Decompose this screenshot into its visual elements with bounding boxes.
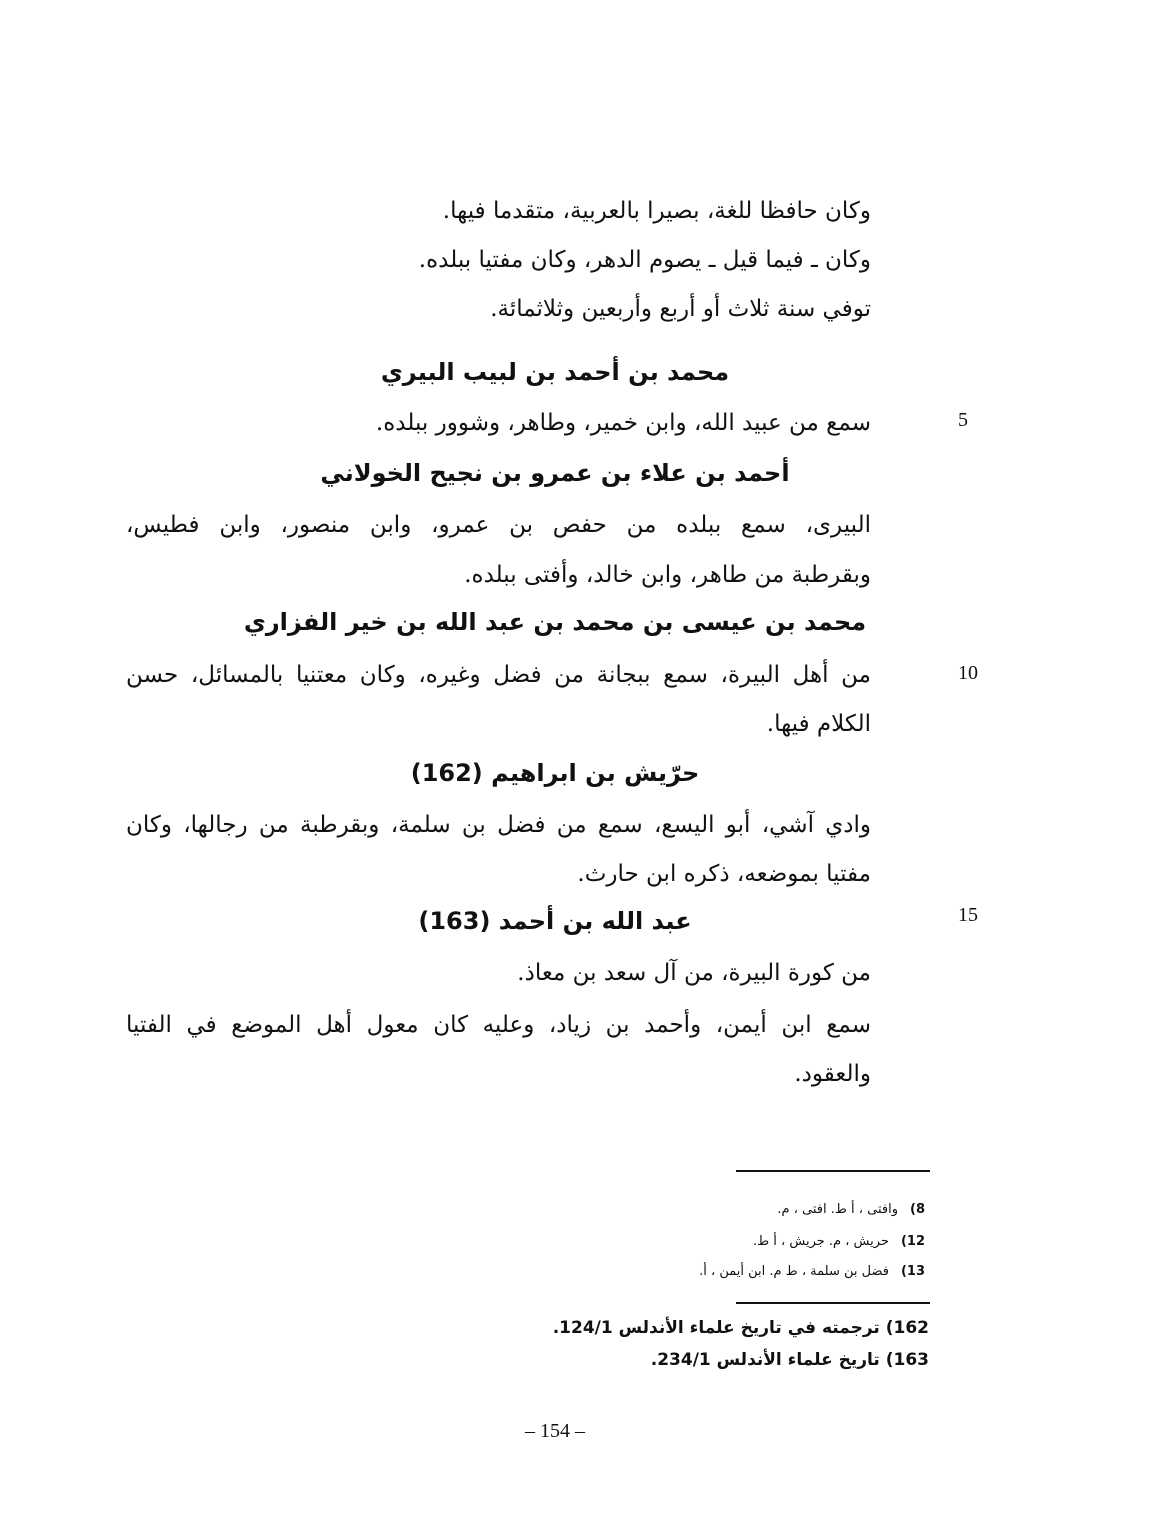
reference-rule — [736, 1302, 930, 1304]
footnote-2: 12)حريش ، م. جريش ، أ ط. — [753, 1234, 925, 1249]
text-line-1: وكان حافظا للغة، بصيرا بالعربية، متقدما فيها. — [442, 198, 871, 224]
entry-heading-2: أحمد بن علاء بن عمرو بن نجيح الخولاني — [320, 459, 790, 487]
line-number-15: 15 — [958, 904, 978, 926]
reference-163: 163) تاريخ علماء الأندلس 234/1. — [650, 1350, 929, 1370]
entry-text-5: من كورة البيرة، من آل سعد بن معاذ. — [517, 960, 871, 986]
reference-162: 162) ترجمته في تاريخ علماء الأندلس 124/1. — [552, 1318, 929, 1338]
entry-heading-5: عبد الله بن أحمد (163) — [418, 907, 692, 935]
entry-text-4a: وادي آشي، أبو اليسع، سمع من فضل بن سلمة، وبقرطبة من رجالها، وكان — [126, 812, 871, 838]
entry-text-3a: من أهل البيرة، سمع ببجانة من فضل وغيره، وكان معتنيا بالمسائل، حسن — [126, 662, 871, 688]
page-number: – 154 – — [525, 1420, 585, 1442]
entry-text-6b: والعقود. — [794, 1061, 871, 1087]
entry-heading-1: محمد بن أحمد بن لبيب البيري — [380, 358, 730, 386]
entry-text-3b: الكلام فيها. — [766, 711, 871, 737]
footnote-3: 13)فضل بن سلمة ، ط م. ابن أيمن ، أ. — [699, 1264, 925, 1279]
entry-heading-3: محمد بن عيسى بن محمد بن عبد الله بن خير الفزاري — [243, 608, 867, 636]
text-line-2: وكان ـ فيما قيل ـ يصوم الدهر، وكان مفتيا ببلده. — [418, 247, 871, 273]
entry-text-4b: مفتيا بموضعه، ذكره ابن حارث. — [577, 861, 871, 887]
entry-text-2b: وبقرطبة من طاهر، وابن خالد، وأفتى ببلده. — [464, 562, 871, 588]
line-number-5: 5 — [958, 409, 968, 431]
text-line-3: توفي سنة ثلاث أو أربع وأربعين وثلاثمائة. — [490, 296, 871, 322]
entry-text-6a: سمع ابن أيمن، وأحمد بن زياد، وعليه كان معول أهل الموضع في الفتيا — [126, 1012, 871, 1038]
entry-text-2a: البيرى، سمع ببلده من حفص بن عمرو، وابن منصور، وابن فطيس، — [126, 512, 871, 538]
footnote-1: 8)وافتى ، أ ط. افتى ، م. — [777, 1202, 925, 1217]
footnote-rule — [736, 1170, 930, 1172]
entry-heading-4: حرّيش بن ابراهيم (162) — [410, 759, 700, 787]
entry-text-1: سمع من عبيد الله، وابن خمير، وطاهر، وشوور ببلده. — [375, 410, 871, 436]
line-number-10: 10 — [958, 662, 978, 684]
